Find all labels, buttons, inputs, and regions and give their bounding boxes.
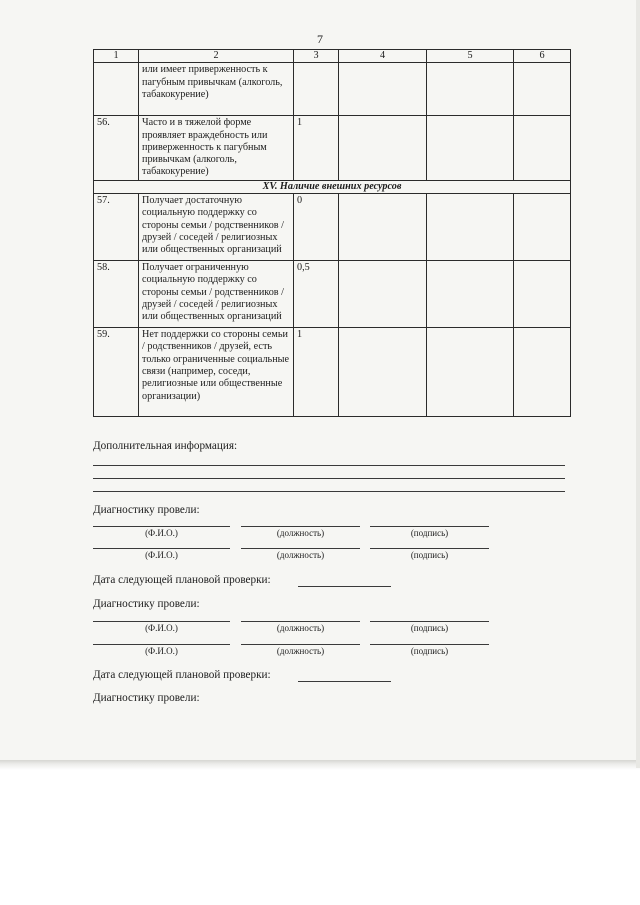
empty-cell[interactable]	[514, 116, 571, 180]
table-header-row	[94, 50, 571, 63]
empty-cell[interactable]	[514, 194, 571, 261]
column-header: 5	[427, 50, 514, 63]
column-header: 3	[294, 50, 339, 63]
next-check-label: Дата следующей плановой проверки:	[93, 574, 271, 586]
empty-cell[interactable]	[427, 328, 514, 417]
next-check-date-line[interactable]	[298, 586, 391, 587]
row-score: 0,5	[294, 261, 339, 328]
diagnostics-label: Диагностику провели:	[93, 692, 200, 704]
additional-info-line[interactable]	[93, 491, 565, 492]
row-score: 1	[294, 328, 339, 417]
additional-info-line[interactable]	[93, 478, 565, 479]
table-row	[94, 116, 571, 180]
empty-cell[interactable]	[339, 63, 427, 116]
row-criterion: Нет поддержки со стороны семьи / родственников / друзей, есть только ограниченные социальные связи (например, соседи, религиозные или общественные организации)	[139, 328, 294, 417]
row-score: 0	[294, 194, 339, 261]
section-title: XV. Наличие внешних ресурсов	[94, 180, 571, 193]
row-criterion: Получает достаточную социальную поддержку со стороны семьи / родственников / друзей / соседей / религиозных или общественных организаций	[139, 194, 294, 261]
page-number: 7	[317, 32, 323, 46]
position-caption: (должность)	[276, 528, 325, 538]
row-score: 1	[294, 116, 339, 180]
empty-cell[interactable]	[427, 261, 514, 328]
empty-cell[interactable]	[514, 328, 571, 417]
signature-line[interactable]	[370, 644, 489, 645]
empty-cell[interactable]	[339, 116, 427, 180]
fio-line[interactable]	[93, 644, 230, 645]
position-caption: (должность)	[276, 646, 325, 656]
empty-cell[interactable]	[514, 63, 571, 116]
position-caption: (должность)	[276, 623, 325, 633]
fio-line[interactable]	[93, 548, 230, 549]
scan-edge-right	[636, 0, 640, 768]
empty-cell[interactable]	[427, 116, 514, 180]
fio-line[interactable]	[93, 621, 230, 622]
signature-caption: (подпись)	[410, 623, 449, 633]
signature-caption: (подпись)	[410, 646, 449, 656]
column-header: 4	[339, 50, 427, 63]
assessment-table	[93, 49, 571, 417]
column-header: 6	[514, 50, 571, 63]
empty-cell[interactable]	[339, 261, 427, 328]
next-check-date-line[interactable]	[298, 681, 391, 682]
signature-line[interactable]	[370, 526, 489, 527]
position-line[interactable]	[241, 526, 360, 527]
table-row	[94, 328, 571, 417]
column-header: 1	[94, 50, 139, 63]
signature-line[interactable]	[370, 621, 489, 622]
diagnostics-label: Диагностику провели:	[93, 504, 200, 516]
signature-line[interactable]	[370, 548, 489, 549]
empty-cell[interactable]	[427, 194, 514, 261]
signature-caption: (подпись)	[410, 528, 449, 538]
table-row	[94, 63, 571, 116]
section-row	[94, 180, 571, 193]
column-header: 2	[139, 50, 294, 63]
position-line[interactable]	[241, 548, 360, 549]
diagnostics-label: Диагностику провели:	[93, 598, 200, 610]
empty-cell[interactable]	[427, 63, 514, 116]
fio-line[interactable]	[93, 526, 230, 527]
next-check-label: Дата следующей плановой проверки:	[93, 669, 271, 681]
row-criterion: Получает ограниченную социальную поддержку со стороны семьи / родственников / друзей / соседей / религиозных или общественных организаций	[139, 261, 294, 328]
empty-cell[interactable]	[339, 328, 427, 417]
fio-caption: (Ф.И.О.)	[145, 646, 178, 656]
row-number: 59.	[94, 328, 139, 417]
table-row	[94, 194, 571, 261]
row-number: 57.	[94, 194, 139, 261]
empty-cell[interactable]	[339, 194, 427, 261]
scan-edge-shadow	[0, 760, 640, 770]
position-line[interactable]	[241, 644, 360, 645]
fio-caption: (Ф.И.О.)	[145, 528, 178, 538]
position-caption: (должность)	[276, 550, 325, 560]
row-number: 58.	[94, 261, 139, 328]
table-row	[94, 261, 571, 328]
empty-cell[interactable]	[514, 261, 571, 328]
fio-caption: (Ф.И.О.)	[145, 550, 178, 560]
row-number	[94, 63, 139, 116]
row-criterion: или имеет приверженность к пагубным привычкам (алкоголь, табакокурение)	[139, 63, 294, 116]
fio-caption: (Ф.И.О.)	[145, 623, 178, 633]
additional-info-label: Дополнительная информация:	[93, 440, 238, 452]
row-number: 56.	[94, 116, 139, 180]
signature-caption: (подпись)	[410, 550, 449, 560]
row-score	[294, 63, 339, 116]
additional-info-line[interactable]	[93, 465, 565, 466]
position-line[interactable]	[241, 621, 360, 622]
row-criterion: Часто и в тяжелой форме проявляет враждебность или приверженность к пагубным привычкам (алкоголь, табакокурение)	[139, 116, 294, 180]
